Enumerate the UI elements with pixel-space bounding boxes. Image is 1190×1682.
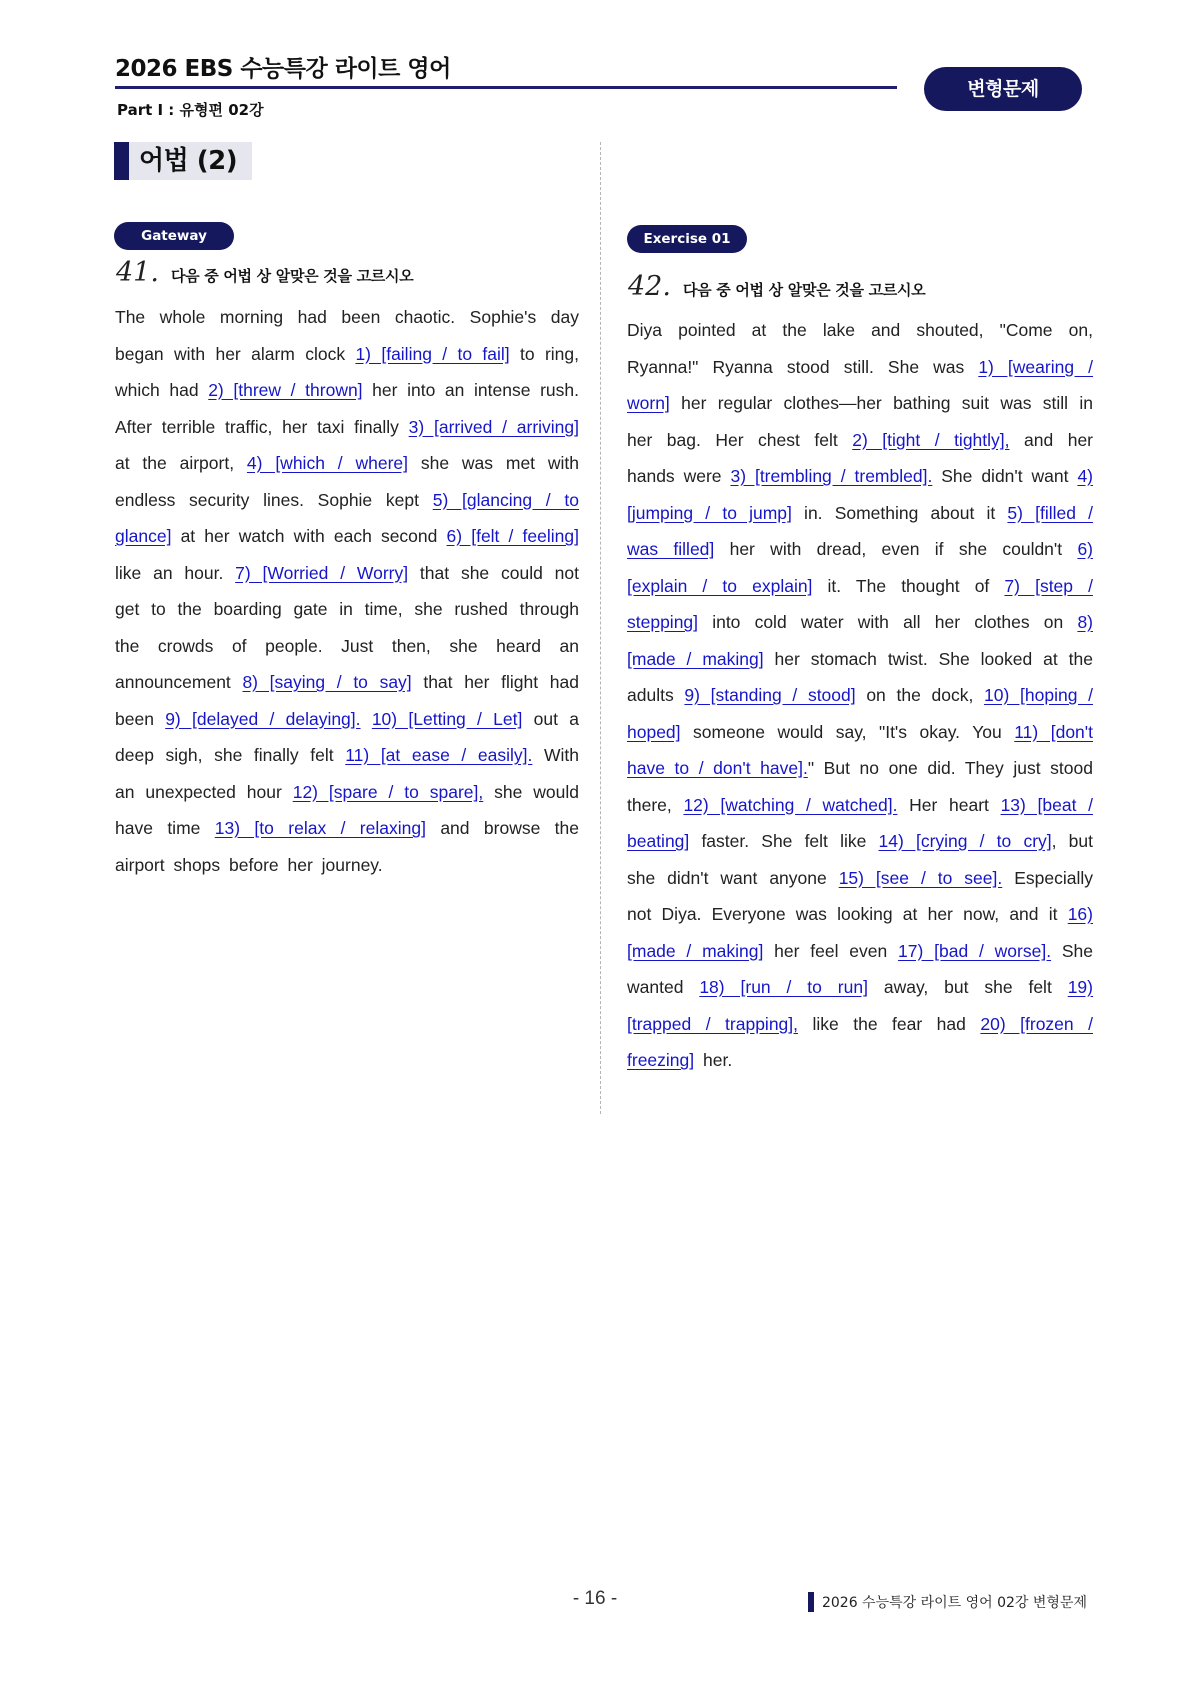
answer-choice: 14) [crying / to cry] <box>878 831 1052 851</box>
exercise-tag: Exercise 01 <box>627 225 747 253</box>
variant-badge: 변형문제 <box>924 67 1082 111</box>
answer-choice: 19) [trapped / trapping], <box>627 977 1093 1034</box>
answer-choice: 1) [failing / to fail] <box>355 343 510 364</box>
answer-choice: 7) [step / stepping] <box>627 575 1093 632</box>
section-title-text: 어법 (2) <box>139 146 238 176</box>
document-title: 2026 EBS 수능특강 라이트 영어 <box>115 56 451 82</box>
answer-choice: 1) [wearing / worn] <box>627 356 1094 413</box>
answer-choice: 13) [beat / beating] <box>627 794 1093 851</box>
passage-text: someone would say, "It's okay. You <box>680 721 1015 742</box>
passage-text: it. The thought of <box>812 575 1005 596</box>
passage-text: to ring, which had <box>115 343 579 400</box>
gateway-tag: Gateway <box>114 222 234 250</box>
answer-choice: 20) [frozen / freezing] <box>627 1013 1093 1070</box>
answer-choice: 6) [felt / feeling] <box>446 526 579 546</box>
answer-choice: 16) [made / making] <box>627 904 1093 961</box>
answer-choice: 11) [at ease / easily]. <box>345 745 533 765</box>
passage-text: away, but she felt <box>867 977 1068 997</box>
question-instruction: 다음 중 어법 상 알맞은 것을 고르시오 <box>170 267 414 285</box>
passage-41 <box>115 299 579 883</box>
answer-choice: 5) [filled / was filled] <box>627 502 1094 559</box>
answer-choice: 7) [Worried / Worry] <box>235 562 409 583</box>
header-rule <box>115 86 897 89</box>
answer-choice: 12) [watching / watched]. <box>683 794 898 815</box>
answer-choice: 10) [Letting / Let] <box>371 708 523 729</box>
answer-choice: 10) [hoping / hoped] <box>627 685 1093 742</box>
answer-choice: 9) [delayed / delaying]. <box>165 708 361 729</box>
passage-text: faster. She felt like <box>689 831 879 851</box>
passage-text: like an hour. <box>115 562 236 583</box>
passage-text: her stomach twist. She looked at the adults <box>627 648 1093 705</box>
question-number: 41. <box>116 257 159 288</box>
passage-text: The whole morning had been chaotic. Sophie's day began with her alarm clock <box>115 307 579 364</box>
footer-text: 2026 수능특강 라이트 영어 02강 변형문제 <box>821 1595 1087 1611</box>
passage-text: Especially not Diya. Everyone was looking at her now, and it <box>627 867 1093 924</box>
answer-choice: 15) [see / to see]. <box>838 867 1003 888</box>
answer-choice: 11) [don't have to / don't have]. <box>627 721 1093 778</box>
passage-text: She didn't want <box>932 466 1078 486</box>
passage-text: Diya pointed at the lake and shouted, "Come on, Ryanna!" Ryanna stood still. She was <box>627 320 1093 377</box>
passage-text: into cold water with all her clothes on <box>698 612 1078 632</box>
column-divider <box>600 142 601 1114</box>
passage-text: her with dread, even if she couldn't <box>714 539 1078 559</box>
passage-text: on the dock, <box>855 685 985 705</box>
section-title <box>114 142 252 180</box>
passage-text: that she could not get to the boarding gate in time, she rushed through the crowds of people. Just then, she heard an announcement <box>115 562 579 692</box>
answer-choice: 13) [to relax / relaxing] <box>214 818 426 838</box>
passage-text: that her flight had been <box>115 672 579 729</box>
passage-text: her. <box>694 1050 733 1070</box>
passage-text: Her heart <box>897 794 1001 815</box>
section-marker <box>114 142 129 180</box>
answer-choice: 3) [arrived / arriving] <box>408 416 579 437</box>
answer-choice: 12) [spare / to spare], <box>292 781 484 802</box>
question-instruction: 다음 중 어법 상 알맞은 것을 고르시오 <box>682 281 926 299</box>
answer-choice: 2) [tight / tightly], <box>852 429 1010 450</box>
passage-text: her into an intense rush. After terrible traffic, her taxi finally <box>115 380 579 437</box>
answer-choice: 4) [which / where] <box>246 453 408 473</box>
passage-text: like the fear had <box>798 1013 981 1034</box>
answer-choice: 8) [made / making] <box>627 612 1093 669</box>
page-number: - 16 - <box>572 1588 618 1609</box>
answer-choice: 8) [saying / to say] <box>242 672 412 692</box>
question-number: 42. <box>628 271 671 302</box>
question-41-header <box>116 257 413 288</box>
answer-choice: 17) [bad / worse]. <box>898 940 1052 961</box>
passage-text: and browse the airport shops before her journey. <box>115 818 580 875</box>
passage-text: She wanted <box>627 940 1093 997</box>
passage-text: her regular clothes—her bathing suit was still in her bag. Her chest felt <box>627 393 1093 450</box>
answer-choice: 6) [explain / to explain] <box>627 539 1093 596</box>
answer-choice: 18) [run / to run] <box>699 977 868 997</box>
answer-choice: 9) [standing / stood] <box>684 685 856 705</box>
passage-42 <box>627 312 1093 1079</box>
answer-choice: 4) [jumping / to jump] <box>627 466 1093 523</box>
footer-marker <box>808 1592 814 1612</box>
passage-text: and her hands were <box>627 429 1093 486</box>
passage-text: at the airport, <box>115 453 247 473</box>
document-subtitle: Part Ⅰ : 유형편 02강 <box>117 101 264 119</box>
passage-text: With an unexpected hour <box>115 745 579 802</box>
passage-text: she would have time <box>115 781 580 838</box>
passage-text: she was met with endless security lines. Sophie kept <box>115 453 579 510</box>
answer-choice: 3) [trembling / trembled]. <box>730 466 933 486</box>
answer-choice: 2) [threw / thrown] <box>208 380 363 400</box>
question-42-header <box>628 271 925 302</box>
passage-text: , but she didn't want anyone <box>627 831 1093 888</box>
passage-text: " But no one did. They just stood there, <box>627 758 1093 815</box>
passage-text <box>361 709 372 729</box>
answer-choice: 5) [glancing / to glance] <box>115 489 579 546</box>
passage-text: her feel even <box>763 940 899 961</box>
passage-text: at her watch with each second <box>171 526 447 546</box>
passage-text: out a deep sigh, she finally felt <box>115 708 579 765</box>
footer-label <box>808 1592 1087 1612</box>
passage-text: in. Something about it <box>791 502 1008 523</box>
